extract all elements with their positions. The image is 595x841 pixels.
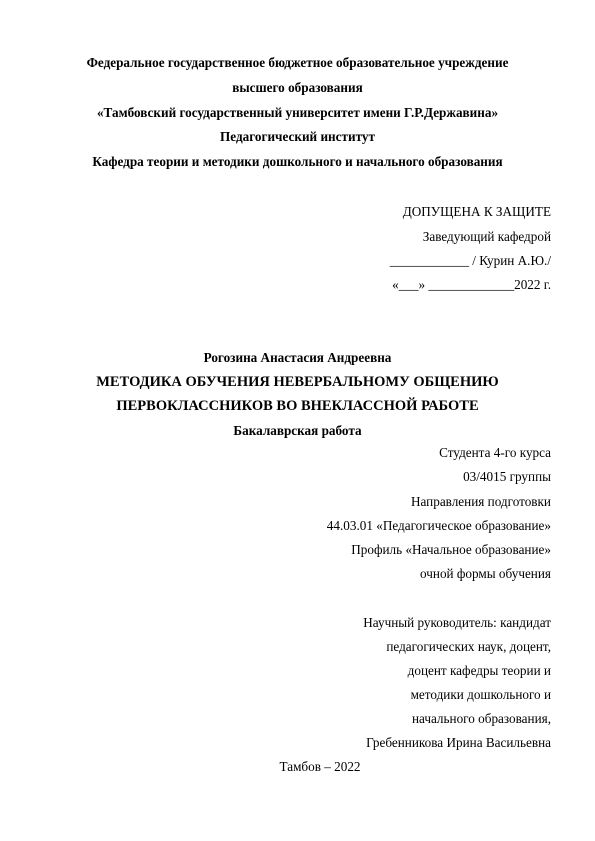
author-name: Рогозина Анастасия Андреевна [203,350,392,365]
approval-signature-line: ____________ / Курин А.Ю./ [389,253,551,268]
supervisor-name: Гребенникова Ирина Васильевна [366,735,551,750]
student-course: Студента 4-го курса [439,445,551,460]
study-form: очной формы обучения [420,566,551,581]
institution-line-2: высшего образования [232,80,363,95]
study-direction-label: Направления подготовки [410,494,551,509]
institute-name: Педагогический институт [220,129,375,144]
approval-heading: ДОПУЩЕНА К ЗАЩИТЕ [402,204,551,219]
approval-date-line: «___» _____________2022 г. [392,277,551,292]
approval-head-of-department: Заведующий кафедрой [422,229,551,244]
student-group: 03/4015 группы [463,469,551,484]
study-profile: Профиль «Начальное образование» [351,542,551,557]
supervisor-line-2: педагогических наук, доцент, [386,639,551,654]
thesis-title-line-1: МЕТОДИКА ОБУЧЕНИЯ НЕВЕРБАЛЬНОМУ ОБЩЕНИЮ [96,374,499,390]
institution-line-1: Федеральное государственное бюджетное образовательное учреждение [86,55,509,70]
study-direction-code: 44.03.01 «Педагогическое образование» [326,518,551,533]
supervisor-line-3: доцент кафедры теории и [407,663,551,678]
city-year: Тамбов – 2022 [279,759,361,774]
work-type: Бакалаврская работа [233,423,362,438]
thesis-title-line-2: ПЕРВОКЛАССНИКОВ ВО ВНЕКЛАССНОЙ РАБОТЕ [116,398,479,414]
supervisor-line-4: методики дошкольного и [410,687,551,702]
department-name: Кафедра теории и методики дошкольного и начального образования [92,154,503,169]
supervisor-line-1: Научный руководитель: кандидат [363,615,551,630]
university-name: «Тамбовский государственный университет имени Г.Р.Державина» [96,105,499,120]
supervisor-line-5: начального образования, [411,711,551,726]
